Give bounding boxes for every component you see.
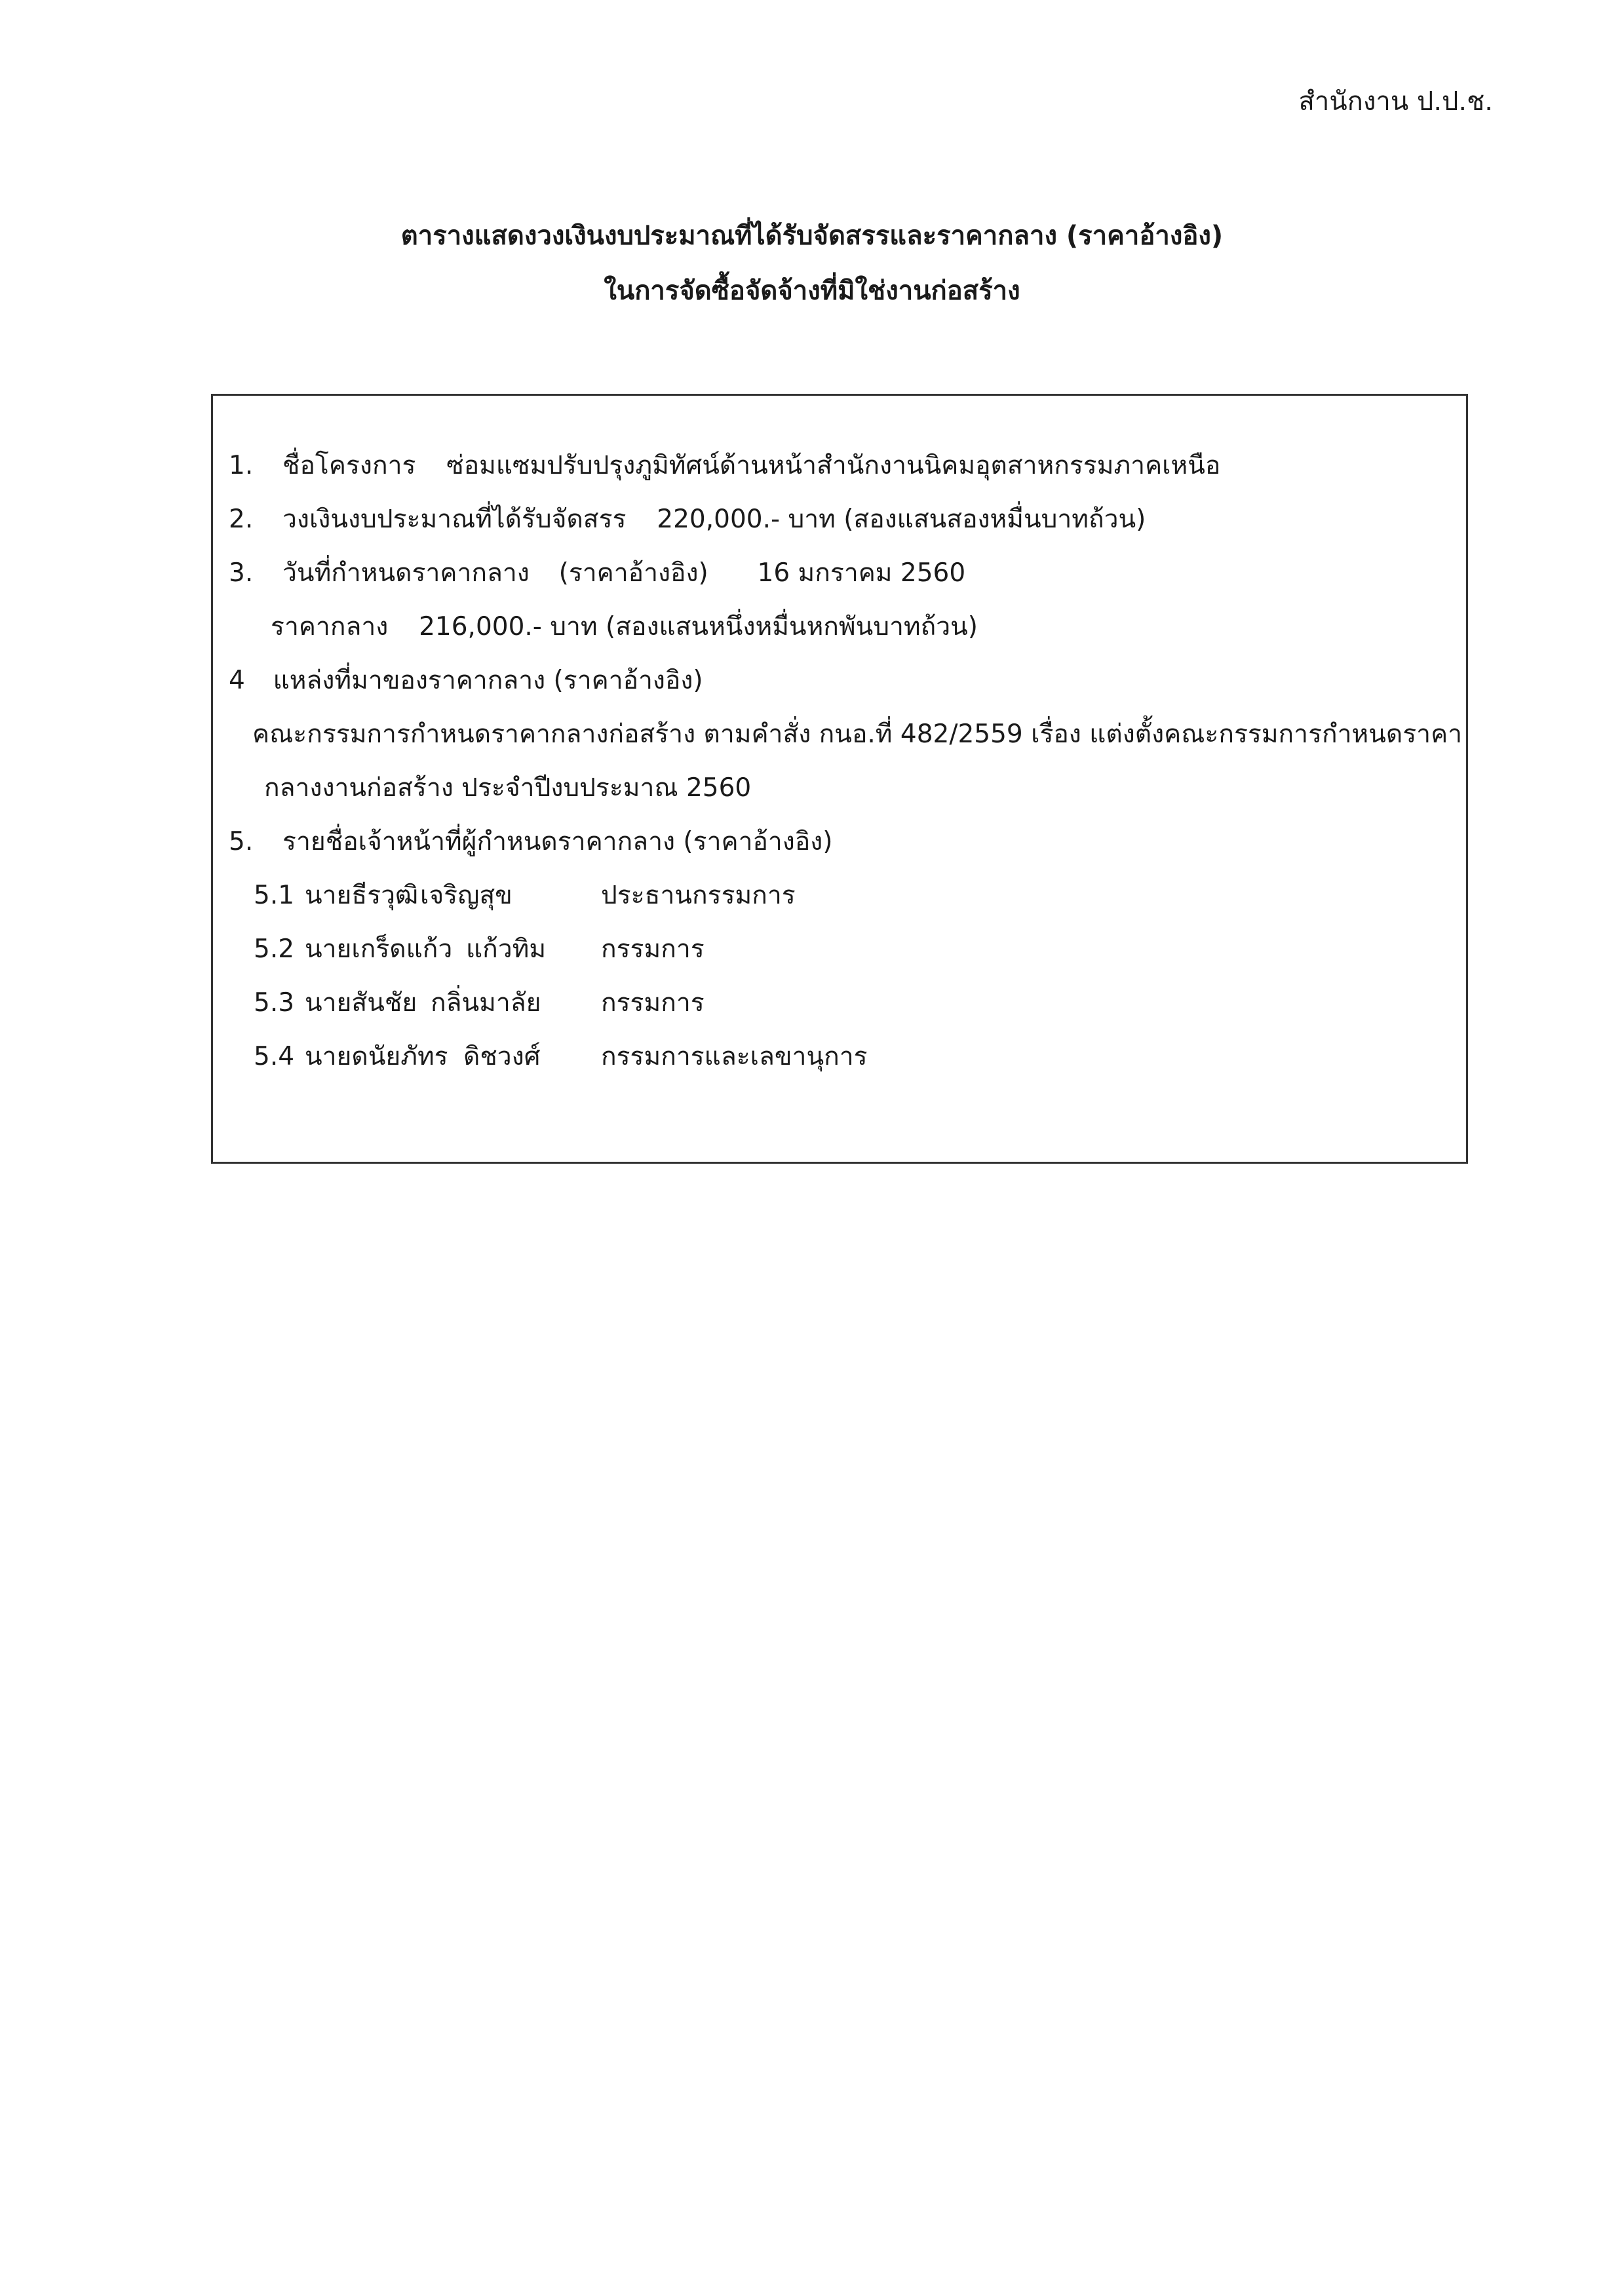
member-last-name: เจริญสุข xyxy=(420,881,512,910)
item-2 xyxy=(229,503,1146,536)
item-3-number: 3. xyxy=(229,558,254,588)
document-title xyxy=(0,208,1624,318)
title-line-2: ในการจัดซื้อจัดจ้างที่มิใช่งานก่อสร้าง xyxy=(604,276,1020,306)
member-first-name: นายเกร็ดแก้ว xyxy=(305,934,453,964)
member-last-name: ดิชวงศ์ xyxy=(463,1042,541,1071)
member-last-name: แก้วทิม xyxy=(466,934,547,964)
item-4-label: แหล่งที่มาของราคากลาง (ราคาอ้างอิง) xyxy=(273,666,703,695)
member-role: กรรมการ xyxy=(601,988,705,1018)
details-box xyxy=(211,394,1468,1164)
member-first-name: นายธีรวุฒิ xyxy=(305,881,419,910)
item-3-reference: (ราคาอ้างอิง) xyxy=(558,558,708,588)
member-row xyxy=(254,933,294,966)
item-3 xyxy=(229,557,965,590)
item-4-text-1: คณะกรรมการกำหนดราคากลางก่อสร้าง ตามคำสั่ง กนอ.ที่ 482/2559 เรื่อง แต่งตั้งคณะกรรมการกำหนดราคา xyxy=(252,719,1463,749)
item-4-text-2: กลางงานก่อสร้าง ประจำปีงบประมาณ 2560 xyxy=(264,773,752,803)
member-number: 5.3 xyxy=(254,988,295,1018)
office-name: สำนักงาน ป.ป.ช. xyxy=(1298,86,1493,117)
item-3-label: วันที่กำหนดราคากลาง xyxy=(282,558,530,588)
item-1-number: 1. xyxy=(229,451,254,480)
member-row xyxy=(254,987,294,1020)
item-5 xyxy=(229,826,833,858)
item-1 xyxy=(229,450,1220,482)
member-first-name: นายดนัยภัทร xyxy=(305,1042,448,1071)
item-2-number: 2. xyxy=(229,505,254,534)
item-1-value: ซ่อมแซมปรับปรุงภูมิทัศน์ด้านหน้าสำนักงานนิคมอุตสาหกรรมภาคเหนือ xyxy=(446,451,1221,480)
title-line-1: ตารางแสดงวงเงินงบประมาณที่ได้รับจัดสรรและราคากลาง (ราคาอ้างอิง) xyxy=(400,221,1224,251)
item-3-price-value: 216,000.- บาท (สองแสนหนึ่งหมื่นหกพันบาทถ้วน) xyxy=(419,612,978,641)
item-3-price-label: ราคากลาง xyxy=(271,612,389,641)
member-role: ประธานกรรมการ xyxy=(601,881,796,910)
member-row xyxy=(254,1041,294,1073)
item-2-label: วงเงินงบประมาณที่ได้รับจัดสรร xyxy=(282,505,627,534)
item-3-price xyxy=(271,611,978,643)
member-role: กรรมการและเลขานุการ xyxy=(601,1042,868,1071)
member-last-name: กลิ่นมาลัย xyxy=(431,988,541,1018)
member-role: กรรมการ xyxy=(601,934,705,964)
member-first-name: นายสันชัย xyxy=(305,988,417,1018)
item-2-value: 220,000.- บาท (สองแสนสองหมื่นบาทถ้วน) xyxy=(657,505,1146,534)
item-4-number: 4 xyxy=(229,666,245,695)
member-row xyxy=(254,879,294,912)
member-number: 5.2 xyxy=(254,934,295,964)
member-number: 5.1 xyxy=(254,881,295,910)
member-number: 5.4 xyxy=(254,1042,295,1071)
item-3-date: 16 มกราคม 2560 xyxy=(757,558,966,588)
item-1-label: ชื่อโครงการ xyxy=(282,451,416,480)
item-5-label: รายชื่อเจ้าหน้าที่ผู้กำหนดราคากลาง (ราคาอ้างอิง) xyxy=(282,827,833,856)
item-4 xyxy=(229,664,703,697)
item-5-number: 5. xyxy=(229,827,254,856)
